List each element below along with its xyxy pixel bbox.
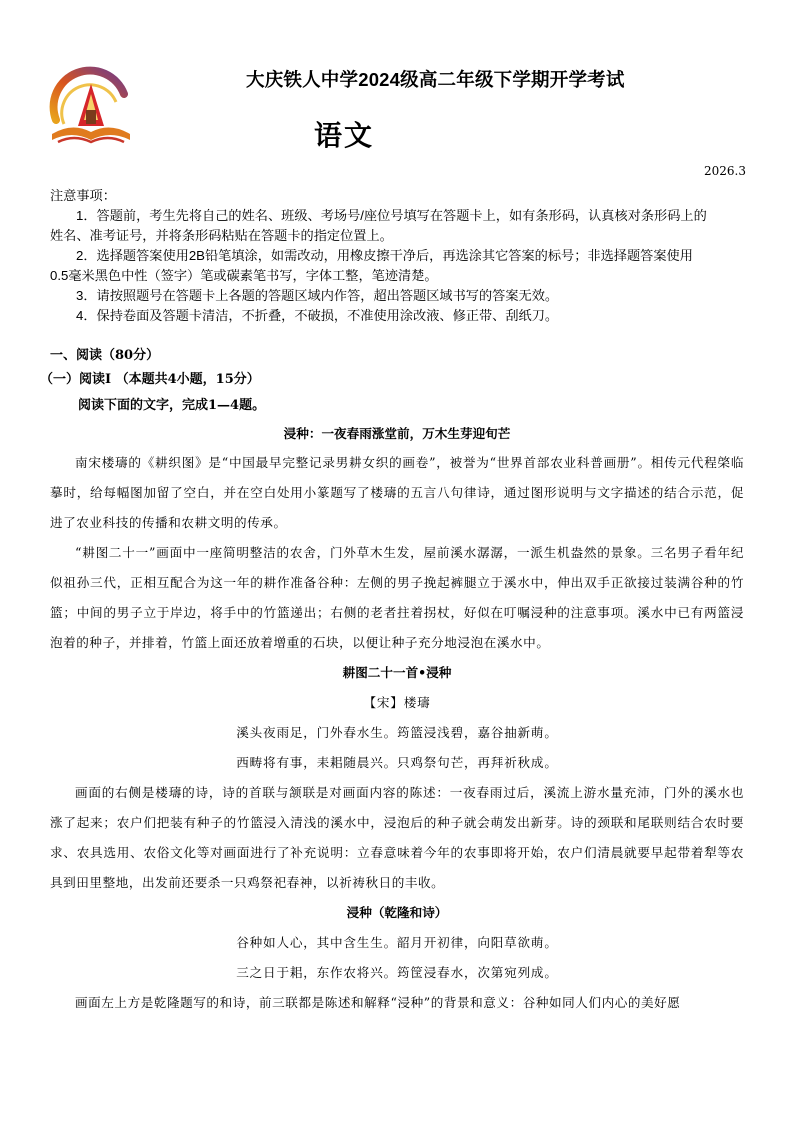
- note-item-1: 1．答题前，考生先将自己的姓名、班级、考场号/座位号填写在答题卡上，如有条形码，认真核对条形码上的: [76, 208, 707, 223]
- note-item-2: 2．选择题答案使用2B铅笔填涂，如需改动，用橡皮擦干净后，再选涂其它答案的标号；非选择题答案使用: [76, 248, 693, 263]
- paragraph-3: 画面的右侧是楼璹的诗，诗的首联与颔联是对画面内容的陈述：一夜春雨过后，溪流上游水量充沛，门外的溪水也涨了起来；农户们把装有种子的竹篮浸入清浅的溪水中，浸泡后的种子就会萌发出新芽。诗的颈联和尾联则结合农时要求、农具选用、农俗文化等对画面进行了补充说明：立春意味着今年的农事即将开始，农户们清晨就要早起带着犁等农具到田里整地，出发前还要杀一只鸡祭祀春神，以祈祷秋日的丰收。: [50, 785, 744, 890]
- subsection-heading: （一）阅读Ⅰ （本题共4小题，15分）: [40, 372, 260, 387]
- exam-title: 大庆铁人中学2024级高二年级下学期开学考试: [246, 69, 625, 90]
- subject-title: 语文: [314, 120, 375, 151]
- poem-1-author: 【宋】楼璹: [363, 695, 431, 710]
- reading-passage: [50, 420, 744, 1018]
- note-item-4: 4．保持卷面及答题卡清洁，不折叠，不破损，不准使用涂改液、修正带、刮纸刀。: [76, 308, 559, 323]
- note-item-2-cont: 0.5毫米黑色中性（签字）笔或碳素笔书写，字体工整，笔迹清楚。: [50, 268, 438, 283]
- notes-heading: 注意事项：: [50, 188, 116, 203]
- paragraph-2: “耕图二十一”画面中一座简明整洁的农舍，门外草木生发，屋前溪水潺潺，一派生机盎然的景象。三名男子看年纪似祖孙三代，正相互配合为这一年的耕作准备谷种：左侧的男子挽起裤腿立于溪水中，伸出双手正欲接过装满谷种的竹篮；中间的男子立于岸边，将手中的竹篮递出；右侧的老者拄着拐杖，好似在叮嘱浸种的注意事项。溪水中已有两篮浸泡着的种子，并排着，竹篮上面还放着增重的石块，以便让种子充分地浸泡在溪水中。: [50, 545, 744, 650]
- poem-1-line-2: 西畴将有事，耒耜随晨兴。只鸡祭句芒，再拜祈秋成。: [236, 755, 558, 770]
- reading-instruction: 阅读下面的文字，完成1—4题。: [78, 398, 266, 413]
- poem-2-line-1: 谷种如人心，其中含生生。韶月开初律，向阳草欲萌。: [236, 935, 558, 950]
- poem-2-title: 浸种（乾隆和诗）: [346, 905, 448, 920]
- note-item-3: 3．请按照题号在答题卡上各题的答题区域内作答，超出答题区域书写的答案无效。: [76, 288, 559, 303]
- section-heading: 一、阅读（80分）: [50, 348, 160, 363]
- exam-date: 2026.3: [704, 164, 746, 178]
- poem-1-title: 耕图二十一首•浸种: [342, 665, 452, 680]
- poem-2-line-2: 三之日于耜，东作农将兴。筠筐浸春水，次第宛列成。: [236, 965, 558, 980]
- paragraph-4: 画面左上方是乾隆题写的和诗，前三联都是陈述和解释“浸种”的背景和意义：谷种如同人们内心的美好愿: [75, 995, 681, 1010]
- article-title: 浸种：一夜春雨涨堂前，万木生芽迎旬芒: [283, 426, 511, 441]
- poem-1-line-1: 溪头夜雨足，门外春水生。筠篮浸浅碧，嘉谷抽新萌。: [236, 725, 558, 740]
- note-item-1-cont: 姓名、准考证号，并将条形码粘贴在答题卡的指定位置上。: [50, 228, 393, 243]
- school-logo: [48, 64, 134, 148]
- exam-notes: [50, 186, 750, 326]
- paragraph-1: 南宋楼璹的《耕织图》是“中国最早完整记录男耕女织的画卷”，被誉为“世界首部农业科普画册”。相传元代程棨临摹时，给每幅图加留了空白，并在空白处用小篆题写了楼璹的五言八句律诗，通过图形说明与文字描述的结合示范，促进了农业科技的传播和农耕文明的传承。: [50, 455, 744, 530]
